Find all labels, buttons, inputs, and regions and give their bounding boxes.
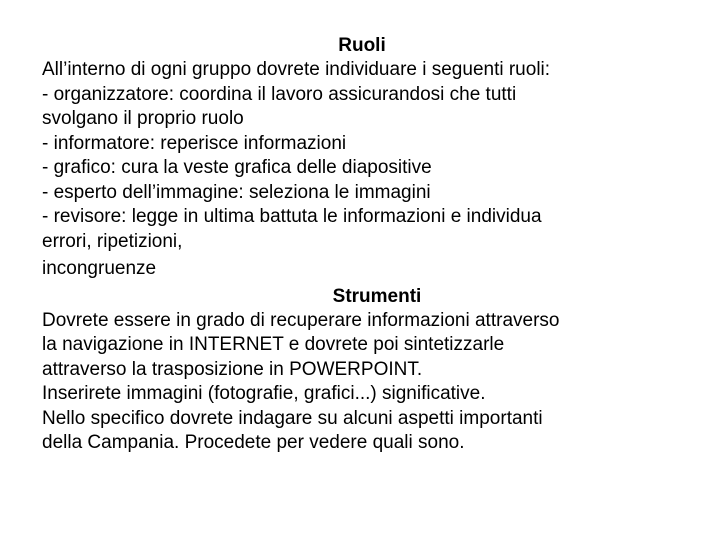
roles-line: - organizzatore: coordina il lavoro assicurandosi che tutti [42, 83, 517, 105]
tools-text [42, 309, 682, 456]
roles-line: errori, ripetizioni, [42, 230, 183, 252]
tools-line: della Campania. Procedete per vedere quali sono. [42, 432, 465, 453]
tools-line: Inserirete immagini (fotografie, grafici...) significative. [42, 383, 486, 404]
roles-heading: Ruoli [338, 35, 386, 56]
roles-line: - revisore: legge in ultima battuta le informazioni e individua [42, 206, 542, 227]
tools-line: Dovrete essere in grado di recuperare informazioni attraverso [42, 309, 560, 331]
tools-line: la navigazione in INTERNET e dovrete poi sintetizzarle [42, 334, 505, 355]
roles-line: - informatore: reperisce informazioni [42, 132, 347, 154]
roles-line: svolgano il proprio ruolo [42, 108, 244, 129]
slide-body [42, 33, 682, 456]
roles-line: incongruenze [42, 258, 157, 279]
roles-line: - esperto dell’immagine: seleziona le immagini [42, 181, 431, 203]
roles-text [42, 58, 682, 282]
tools-heading: Strumenti [332, 285, 422, 307]
roles-line: All’interno di ogni gruppo dovrete individuare i seguenti ruoli: [42, 59, 551, 80]
tools-line: Nello specifico dovrete indagare su alcuni aspetti importanti [42, 407, 543, 429]
tools-line: attraverso la trasposizione in POWERPOINT. [42, 358, 423, 380]
roles-line: - grafico: cura la veste grafica delle diapositive [42, 157, 432, 178]
